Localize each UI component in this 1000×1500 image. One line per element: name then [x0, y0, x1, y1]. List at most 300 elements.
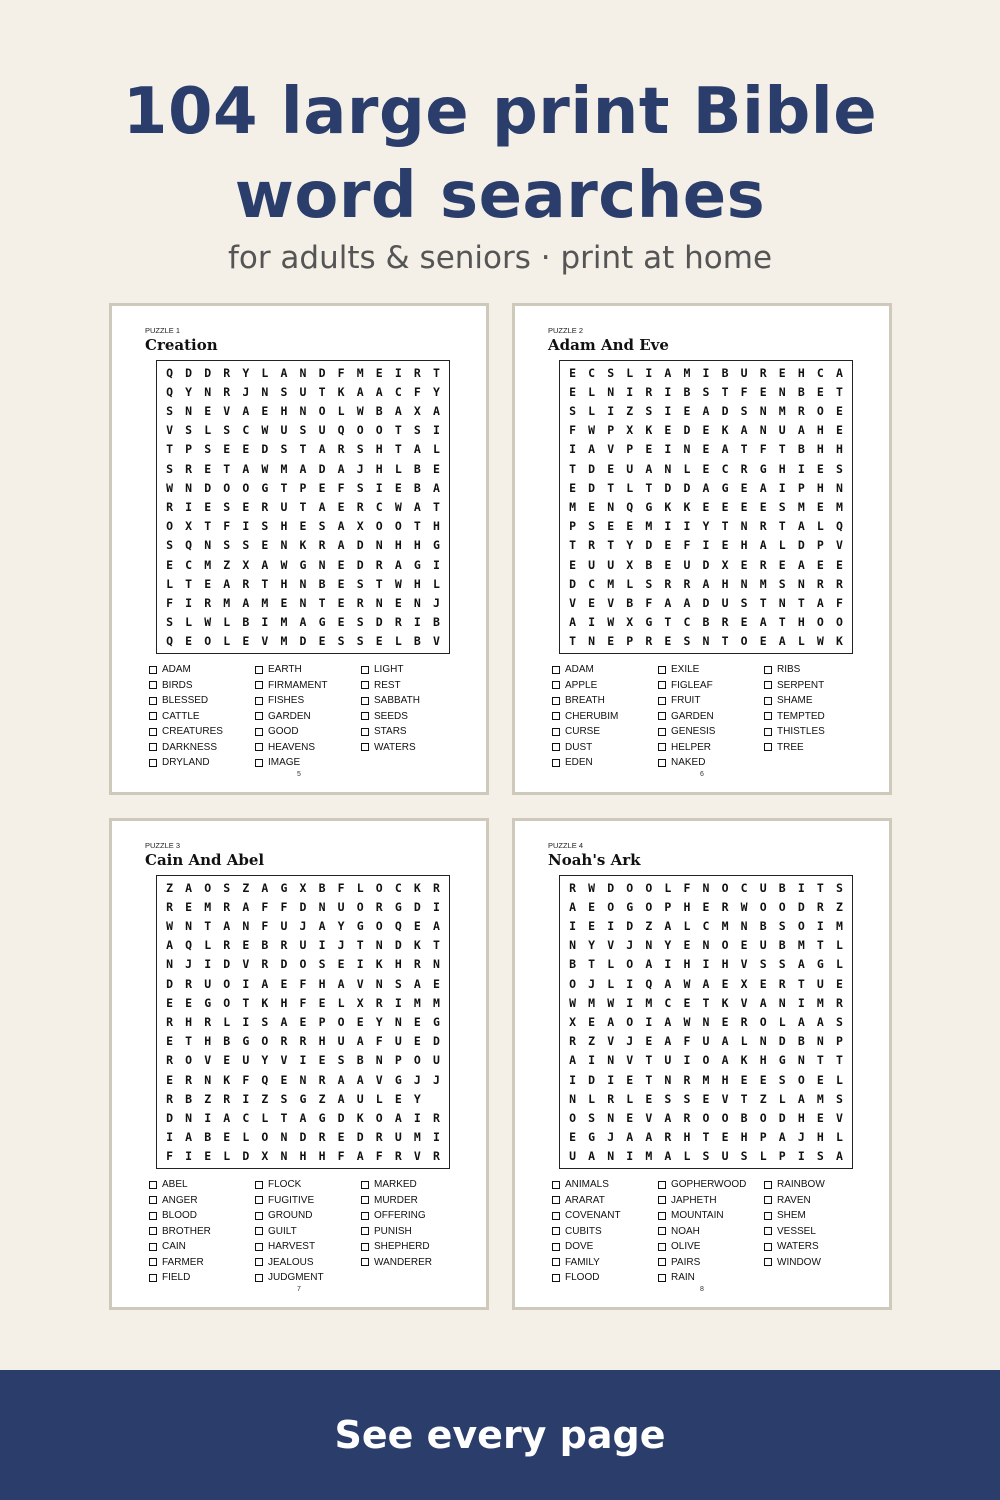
grid-letter: G — [432, 1014, 440, 1029]
grid-letter: V — [413, 1149, 421, 1164]
word-list-item — [658, 1255, 764, 1271]
grid-letter: A — [299, 615, 307, 630]
puzzle-page-3 — [109, 818, 489, 1310]
word-label: FAMILY — [565, 1256, 600, 1268]
checkbox-icon — [552, 1274, 560, 1282]
grid-letter: N — [185, 480, 193, 495]
grid-letter: R — [261, 499, 269, 514]
grid-letter: G — [299, 557, 307, 572]
grid-letter: F — [740, 384, 748, 399]
grid-letter: E — [626, 1072, 634, 1087]
grid-letter: I — [185, 1149, 193, 1164]
grid-letter: I — [626, 976, 634, 991]
grid-letter: L — [816, 519, 824, 534]
grid-letter: M — [797, 499, 805, 514]
grid-letter: U — [337, 1034, 345, 1049]
grid-letter: G — [204, 995, 212, 1010]
grid-letter: L — [607, 957, 615, 972]
grid-letter: N — [797, 576, 805, 591]
word-list-item — [552, 724, 658, 740]
grid-letter: V — [835, 538, 843, 553]
word-label: ANIMALS — [565, 1179, 609, 1191]
grid-letter: A — [645, 1130, 653, 1145]
word-list-item — [764, 724, 870, 740]
grid-letter: C — [242, 1110, 250, 1125]
word-list-item — [361, 1224, 467, 1240]
grid-letter: Q — [185, 938, 193, 953]
grid-letter: R — [835, 576, 843, 591]
word-list-item — [658, 693, 764, 709]
grid-letter: E — [607, 634, 615, 649]
grid-letter: A — [318, 499, 326, 514]
grid-letter: L — [223, 634, 231, 649]
grid-letter: D — [721, 403, 729, 418]
word-label: PUNISH — [374, 1225, 412, 1237]
grid-letter: A — [337, 1072, 345, 1087]
grid-letter: E — [223, 1130, 231, 1145]
grid-letter: B — [432, 615, 440, 630]
checkbox-icon — [149, 666, 157, 674]
grid-letter: E — [702, 423, 710, 438]
word-list-item — [764, 1208, 870, 1224]
grid-letter: L — [356, 880, 364, 895]
grid-letter: P — [569, 519, 576, 534]
grid-letter: I — [299, 1053, 307, 1068]
grid-letter: E — [337, 557, 345, 572]
grid-letter: S — [223, 499, 231, 514]
grid-letter: N — [759, 403, 767, 418]
grid-letter: E — [280, 1072, 288, 1087]
word-list-item — [658, 662, 764, 678]
grid-letter: L — [626, 1091, 634, 1106]
grid-letter: S — [261, 1014, 269, 1029]
word-list-item — [552, 678, 658, 694]
grid-letter: E — [740, 557, 748, 572]
grid-letter: R — [242, 576, 250, 591]
grid-letter: I — [432, 899, 440, 914]
grid-letter: W — [816, 634, 824, 649]
grid-letter: A — [835, 1149, 843, 1164]
grid-letter: K — [835, 634, 843, 649]
checkbox-icon — [552, 728, 560, 736]
grid-letter: N — [204, 384, 212, 399]
grid-letter: I — [816, 918, 824, 933]
checkbox-icon — [149, 681, 157, 689]
grid-letter: R — [645, 384, 653, 399]
grid-letter: F — [375, 1034, 383, 1049]
grid-letter: J — [626, 1034, 634, 1049]
checkbox-icon — [255, 1181, 263, 1189]
checkbox-icon — [764, 1212, 772, 1220]
grid-letter: H — [683, 899, 691, 914]
checkbox-icon — [658, 1258, 666, 1266]
grid-letter: D — [356, 538, 364, 553]
word-list-item — [552, 740, 658, 756]
grid-letter: G — [432, 538, 440, 553]
grid-letter: X — [356, 995, 364, 1010]
grid-letter: O — [375, 1110, 383, 1125]
grid-letter: P — [607, 423, 615, 438]
grid-letter: R — [569, 880, 576, 895]
grid-letter: N — [607, 1053, 615, 1068]
checkbox-icon — [552, 1258, 560, 1266]
grid-letter: R — [185, 1072, 193, 1087]
word-label: HELPER — [671, 741, 712, 753]
grid-letter: E — [299, 519, 307, 534]
grid-letter: A — [394, 557, 402, 572]
grid-letter: Y — [185, 384, 193, 399]
word-list-item — [361, 724, 467, 740]
grid-letter: R — [223, 938, 231, 953]
grid-letter: L — [778, 1091, 786, 1106]
grid-letter: M — [835, 499, 843, 514]
grid-letter: E — [759, 976, 767, 991]
grid-letter: O — [185, 1053, 193, 1068]
word-list-item — [764, 709, 870, 725]
word-list-item — [764, 1193, 870, 1209]
grid-letter: R — [759, 365, 767, 380]
word-list-item — [255, 724, 361, 740]
grid-letter: W — [280, 557, 288, 572]
grid-letter: S — [759, 957, 767, 972]
checkbox-icon — [361, 697, 369, 705]
grid-letter: A — [242, 403, 250, 418]
checkbox-icon — [255, 1212, 263, 1220]
grid-letter: N — [645, 938, 653, 953]
grid-letter: N — [740, 519, 748, 534]
word-label: FRUIT — [671, 695, 701, 707]
grid-letter: L — [740, 1034, 748, 1049]
grid-letter: R — [721, 899, 729, 914]
grid-letter: A — [797, 519, 805, 534]
grid-letter: F — [261, 899, 269, 914]
grid-letter: R — [683, 1110, 691, 1125]
grid-letter: O — [337, 1014, 345, 1029]
grid-letter: S — [835, 880, 843, 895]
grid-letter: X — [626, 557, 634, 572]
grid-letter: T — [797, 595, 805, 610]
checkbox-icon — [658, 1227, 666, 1235]
grid-letter: O — [375, 918, 383, 933]
grid-letter: A — [280, 365, 288, 380]
grid-letter: S — [778, 499, 786, 514]
grid-letter: N — [740, 918, 748, 933]
grid-letter: T — [607, 538, 615, 553]
grid-letter: E — [835, 403, 843, 418]
grid-letter: I — [645, 1014, 653, 1029]
grid-letter: H — [432, 519, 440, 534]
grid-letter: I — [702, 538, 710, 553]
grid-letter: I — [626, 1149, 634, 1164]
grid-letter: O — [356, 899, 364, 914]
checkbox-icon — [658, 1212, 666, 1220]
puzzle-title: Creation — [145, 336, 218, 354]
word-list-item — [361, 1239, 467, 1255]
grid-letter: N — [778, 995, 786, 1010]
page-number: 8 — [700, 1286, 704, 1293]
word-label: REST — [374, 679, 401, 691]
word-list-item — [658, 724, 764, 740]
grid-letter: K — [683, 499, 691, 514]
word-list-item — [255, 1255, 361, 1271]
word-label: RAVEN — [777, 1194, 811, 1206]
grid-letter: E — [318, 1053, 326, 1068]
checkbox-icon — [552, 697, 560, 705]
grid-letter: I — [394, 995, 402, 1010]
grid-letter: O — [413, 1053, 421, 1068]
grid-letter: Z — [626, 403, 634, 418]
grid-letter: K — [299, 538, 307, 553]
grid-letter: E — [280, 976, 288, 991]
grid-letter: E — [318, 480, 326, 495]
grid-letter: C — [816, 365, 824, 380]
grid-letter: U — [588, 557, 596, 572]
grid-letter: E — [185, 899, 193, 914]
grid-letter: E — [261, 538, 269, 553]
grid-letter: A — [740, 423, 748, 438]
word-list-item — [149, 1255, 255, 1271]
grid-letter: I — [797, 461, 805, 476]
grid-letter: L — [835, 957, 843, 972]
grid-letter: F — [835, 595, 843, 610]
grid-letter: U — [759, 880, 767, 895]
page-number: 6 — [700, 771, 704, 778]
word-label: JEALOUS — [268, 1256, 314, 1268]
grid-letter: I — [588, 1053, 596, 1068]
grid-letter: L — [778, 1014, 786, 1029]
grid-letter: U — [280, 423, 288, 438]
grid-letter: U — [337, 899, 345, 914]
grid-letter: S — [702, 384, 710, 399]
grid-letter: H — [816, 423, 824, 438]
word-list-item — [658, 1270, 764, 1286]
grid-letter: M — [413, 995, 421, 1010]
grid-letter: L — [242, 1130, 250, 1145]
puzzle-label: PUZZLE 1 — [145, 326, 181, 335]
grid-letter: C — [185, 557, 193, 572]
grid-letter: D — [299, 899, 307, 914]
grid-letter: O — [375, 423, 383, 438]
grid-letter: B — [185, 1091, 193, 1106]
grid-letter: L — [223, 615, 231, 630]
word-label: SHEM — [777, 1210, 806, 1222]
grid-letter: I — [242, 1091, 250, 1106]
grid-letter: R — [683, 576, 691, 591]
grid-letter: U — [280, 918, 288, 933]
grid-letter: N — [664, 1072, 672, 1087]
grid-letter: I — [204, 957, 212, 972]
grid-letter: J — [356, 461, 364, 476]
grid-letter: E — [607, 461, 615, 476]
word-list-item — [361, 662, 467, 678]
grid-letter: T — [645, 1072, 653, 1087]
grid-letter: I — [432, 1130, 440, 1145]
grid-letter: R — [166, 1091, 173, 1106]
word-list-item — [255, 755, 361, 771]
word-label: FIELD — [162, 1272, 191, 1284]
grid-letter: I — [204, 1110, 212, 1125]
grid-letter: O — [607, 899, 615, 914]
grid-letter: I — [664, 403, 672, 418]
grid-letter: T — [607, 480, 615, 495]
word-label: FUGITIVE — [268, 1194, 315, 1206]
grid-letter: A — [759, 615, 767, 630]
grid-letter: R — [664, 1130, 672, 1145]
grid-letter: A — [797, 1091, 805, 1106]
grid-letter: W — [166, 918, 173, 933]
grid-letter: R — [797, 403, 805, 418]
grid-letter: N — [797, 1053, 805, 1068]
grid-letter: A — [816, 1014, 824, 1029]
word-list-item — [658, 1224, 764, 1240]
grid-letter: S — [223, 538, 231, 553]
word-label: RAIN — [671, 1272, 695, 1284]
word-label: NOAH — [671, 1225, 700, 1237]
grid-letter: E — [185, 634, 193, 649]
grid-letter: O — [569, 1110, 576, 1125]
word-list — [149, 662, 469, 771]
word-list-item — [361, 1193, 467, 1209]
word-label: STARS — [374, 726, 407, 738]
word-list-item — [552, 1193, 658, 1209]
word-list-item — [764, 1255, 870, 1271]
grid-letter: R — [318, 538, 326, 553]
grid-letter: T — [204, 918, 212, 933]
grid-letter: S — [816, 1149, 824, 1164]
grid-letter: L — [835, 1072, 843, 1087]
grid-letter: A — [797, 423, 805, 438]
grid-letter: I — [432, 557, 440, 572]
grid-letter: F — [337, 880, 345, 895]
grid-letter: B — [778, 880, 786, 895]
grid-letter: O — [759, 1110, 767, 1125]
word-list-item — [361, 1208, 467, 1224]
grid-letter: G — [261, 480, 269, 495]
grid-letter: E — [337, 499, 345, 514]
grid-letter: A — [337, 461, 345, 476]
grid-letter: H — [816, 480, 824, 495]
grid-letter: N — [375, 1053, 383, 1068]
grid-letter: A — [337, 519, 345, 534]
grid-letter: W — [166, 480, 173, 495]
grid-letter: W — [356, 403, 364, 418]
grid-letter: S — [166, 615, 173, 630]
grid-letter: X — [626, 423, 634, 438]
grid-letter: R — [204, 1014, 212, 1029]
grid-letter: E — [702, 1091, 710, 1106]
grid-letter: M — [280, 461, 288, 476]
grid-letter: J — [588, 976, 596, 991]
grid-letter: L — [683, 1149, 691, 1164]
checkbox-icon — [255, 759, 263, 767]
grid-letter: R — [318, 1130, 326, 1145]
grid-letter: T — [721, 634, 729, 649]
grid-letter: Y — [432, 384, 440, 399]
grid-letter: E — [835, 976, 843, 991]
grid-letter: E — [702, 461, 710, 476]
grid-letter: T — [299, 442, 307, 457]
word-label: WINDOW — [777, 1256, 821, 1268]
grid-letter: A — [702, 576, 710, 591]
grid-letter: K — [261, 995, 269, 1010]
grid-letter: R — [588, 538, 596, 553]
grid-letter: E — [394, 1091, 402, 1106]
grid-letter: U — [394, 1034, 402, 1049]
grid-letter: I — [261, 615, 269, 630]
grid-letter: V — [166, 423, 173, 438]
grid-letter: F — [569, 423, 576, 438]
grid-letter: A — [645, 461, 653, 476]
grid-letter: I — [242, 519, 250, 534]
grid-letter: G — [394, 1072, 402, 1087]
grid-letter: D — [356, 1130, 364, 1145]
grid-letter: A — [664, 918, 672, 933]
checkbox-icon — [552, 712, 560, 720]
grid-letter: P — [185, 442, 193, 457]
grid-letter: M — [645, 1149, 653, 1164]
grid-letter: E — [569, 365, 576, 380]
grid-letter: W — [569, 995, 576, 1010]
grid-letter: B — [645, 557, 653, 572]
grid-letter: A — [664, 1149, 672, 1164]
grid-letter: B — [318, 576, 326, 591]
page-number: 5 — [297, 771, 301, 778]
grid-letter: A — [242, 461, 250, 476]
word-list-item — [764, 662, 870, 678]
grid-letter: Z — [759, 1091, 767, 1106]
grid-letter: N — [204, 1072, 212, 1087]
word-label: MOUNTAIN — [671, 1210, 724, 1222]
checkbox-icon — [361, 1258, 369, 1266]
grid-letter: W — [683, 976, 691, 991]
word-label: GROUND — [268, 1210, 313, 1222]
checkbox-icon — [658, 1181, 666, 1189]
grid-letter: H — [413, 538, 421, 553]
checkbox-icon — [764, 728, 772, 736]
grid-letter: R — [166, 1053, 173, 1068]
grid-letter: E — [664, 538, 672, 553]
grid-letter: E — [569, 384, 576, 399]
see-every-page-button[interactable] — [0, 1370, 1000, 1500]
word-list — [552, 662, 872, 771]
grid-letter: E — [375, 365, 383, 380]
grid-letter: I — [626, 384, 634, 399]
checkbox-icon — [255, 1243, 263, 1251]
word-list-item — [552, 709, 658, 725]
grid-letter: E — [318, 634, 326, 649]
grid-letter: E — [816, 499, 824, 514]
headline-line-2: word searches — [234, 159, 766, 233]
grid-letter: T — [318, 595, 326, 610]
grid-letter: R — [413, 365, 421, 380]
grid-letter: G — [356, 918, 364, 933]
grid-letter: D — [299, 1130, 307, 1145]
grid-letter: E — [740, 1072, 748, 1087]
grid-letter: R — [721, 615, 729, 630]
grid-letter: L — [432, 442, 440, 457]
checkbox-icon — [361, 666, 369, 674]
grid-letter: E — [261, 403, 269, 418]
grid-letter: P — [318, 1014, 326, 1029]
letter-grid — [559, 875, 853, 1169]
word-label: BREATH — [565, 695, 605, 707]
grid-letter: X — [569, 1014, 576, 1029]
grid-letter: L — [337, 995, 345, 1010]
checkbox-icon — [255, 697, 263, 705]
grid-letter: A — [664, 976, 672, 991]
checkbox-icon — [149, 1258, 157, 1266]
word-list-item — [149, 709, 255, 725]
